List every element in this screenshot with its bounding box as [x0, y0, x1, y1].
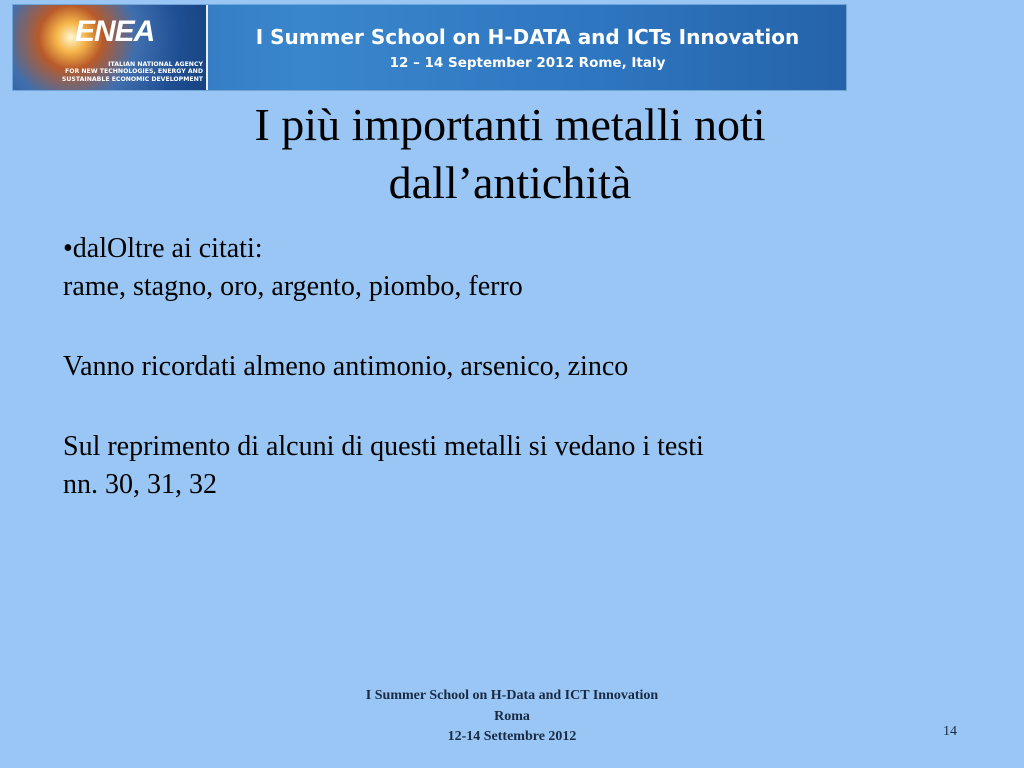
agency-line: SUSTAINABLE ECONOMIC DEVELOPMENT	[61, 75, 203, 83]
slide-body	[63, 230, 963, 504]
banner-title: I Summer School on H-DATA and ICTs Innovation	[255, 25, 800, 49]
reference-numbers: nn. 30, 31, 32	[63, 469, 217, 500]
additional-metals: Vanno ricordati almeno antimonio, arsenico, zinco	[63, 351, 629, 382]
spacer	[63, 306, 963, 348]
agency-description	[17, 61, 203, 83]
agency-line: ITALIAN NATIONAL AGENCY	[108, 61, 203, 68]
slide-title-line: I più importanti metalli noti	[254, 99, 766, 150]
footer-line: 12-14 Settembre 2012	[447, 729, 577, 744]
agency-line: FOR NEW TECHNOLOGIES, ENERGY AND	[64, 68, 203, 76]
slide-footer	[262, 686, 762, 748]
enea-logo	[13, 5, 208, 90]
metals-list: rame, stagno, oro, argento, piombo, ferro	[63, 271, 523, 302]
page-number: 14	[943, 724, 957, 739]
slide-title-line: dall’antichità	[388, 157, 632, 208]
footer-line: I Summer School on H-Data and ICT Innovation	[365, 688, 659, 703]
spacer	[63, 386, 963, 428]
bullet-intro: •dalOltre ai citati:	[63, 233, 263, 264]
reference-text: Sul reprimento di alcuni di questi metalli si vedano i testi	[63, 431, 704, 462]
slide-title	[60, 96, 960, 212]
enea-logo-text: ENEA	[75, 15, 155, 48]
footer-line: Roma	[494, 708, 530, 724]
banner-subtitle: 12 – 14 September 2012 Rome, Italy	[389, 55, 666, 71]
header-banner	[12, 4, 847, 91]
